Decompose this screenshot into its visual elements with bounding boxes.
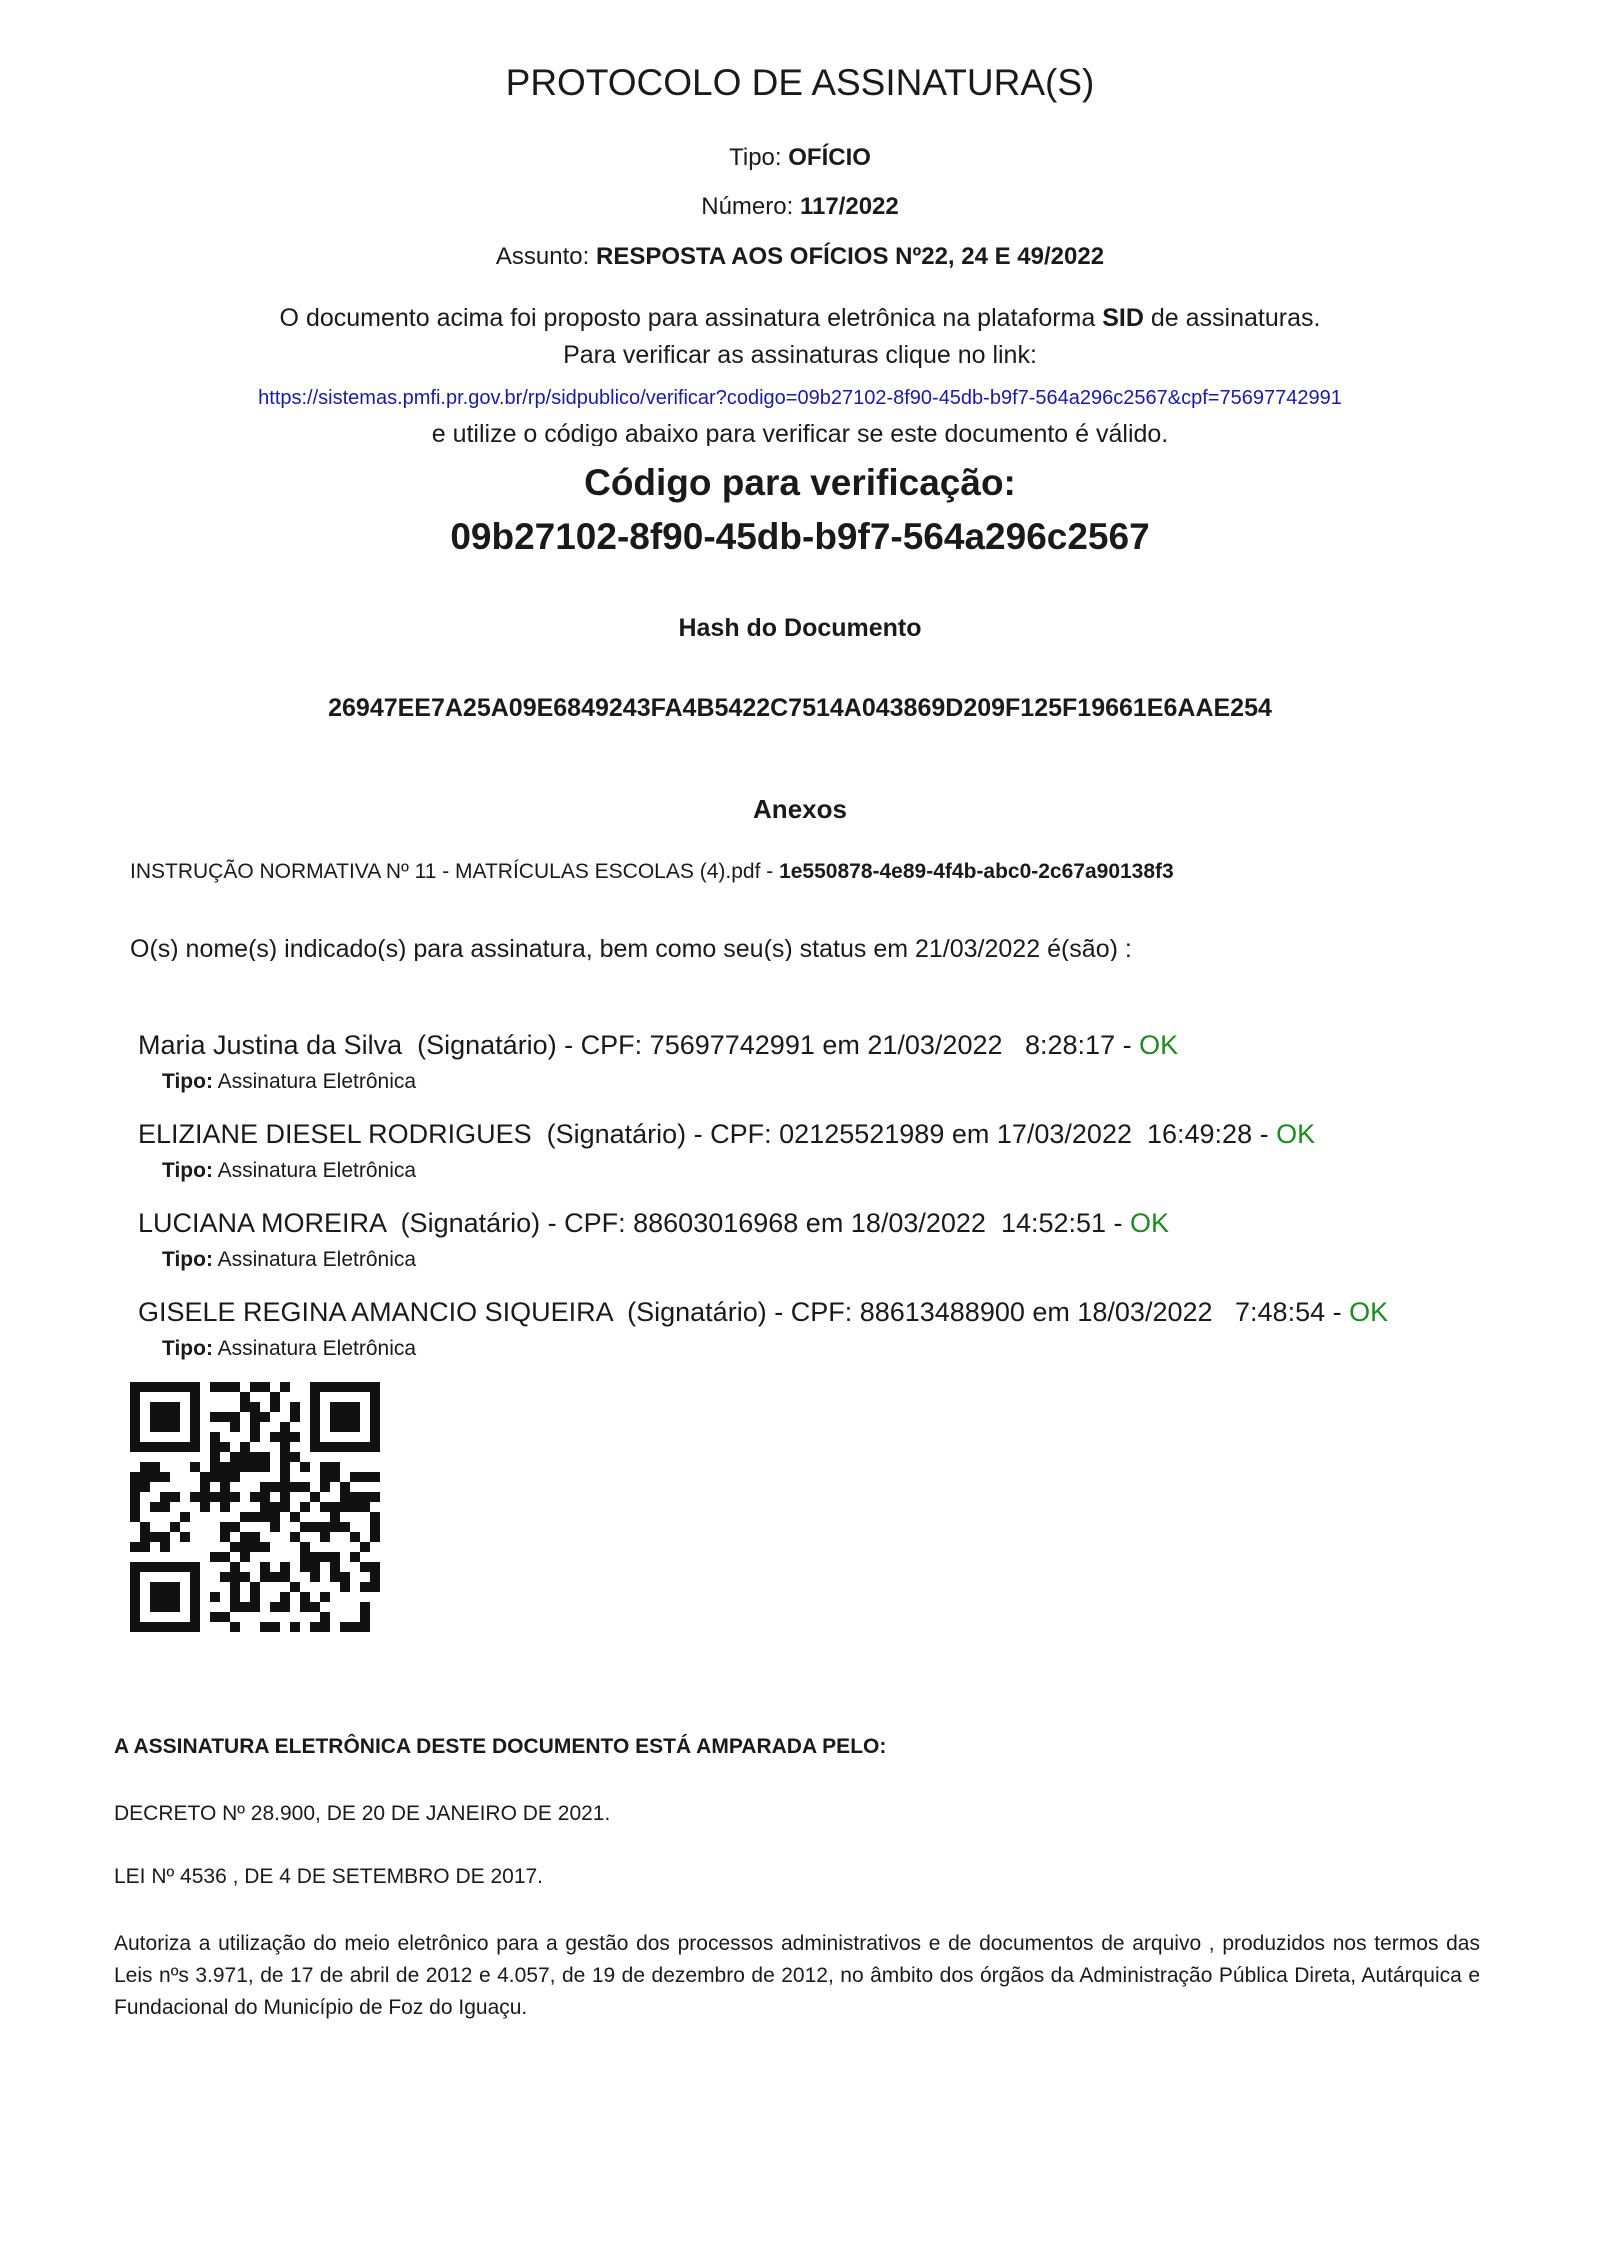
verification-code: 09b27102-8f90-45db-b9f7-564a296c2567 xyxy=(450,516,1150,557)
signer-type-value: Assinatura Eletrônica xyxy=(217,1070,417,1093)
signer-row xyxy=(138,1208,1169,1239)
intro-line-2: Para verificar as assinaturas clique no link: xyxy=(563,341,1037,369)
signer-type-value: Assinatura Eletrônica xyxy=(217,1248,417,1271)
signer-text: LUCIANA MOREIRA (Signatário) - CPF: 88603016968 em 18/03/2022 14:52:51 - xyxy=(138,1208,1131,1238)
signer-type-label: Tipo: xyxy=(162,1248,213,1271)
tipo-value: OFÍCIO xyxy=(788,144,871,171)
legal-heading: A ASSINATURA ELETRÔNICA DESTE DOCUMENTO ESTÁ AMPARADA PELO: xyxy=(114,1735,887,1758)
intro-line-1-pre: O documento acima foi proposto para assinatura eletrônica na plataforma xyxy=(279,304,1096,332)
tipo-line xyxy=(0,144,1600,172)
anexos-heading: Anexos xyxy=(753,794,847,824)
assunto-value: RESPOSTA AOS OFÍCIOS Nº22, 24 E 49/2022 xyxy=(595,243,1105,270)
signer-status: OK xyxy=(1276,1119,1316,1149)
anexo-name: INSTRUÇÃO NORMATIVA Nº 11 - MATRÍCULAS ESCOLAS (4).pdf - xyxy=(130,860,774,883)
legal-autoriza: Autoriza a utilização do meio eletrônico para a gestão dos processos administrativos e de documentos de arquivo , produzidos nos termos das Leis nºs 3.971, de 17 de abril de 2012 e 4.057, de 19 de dezembro de 2012, no âmbito dos órgãos da Administração Pública Direta, Autárquica e Fundacional do Município de Foz do Iguaçu. xyxy=(114,1932,1480,2019)
intro-line-1 xyxy=(0,304,1600,333)
signer-type-label: Tipo: xyxy=(162,1159,213,1182)
legal-lei: LEI Nº 4536 , DE 4 DE SETEMBRO DE 2017. xyxy=(114,1865,544,1888)
signer-status: OK xyxy=(1349,1297,1389,1327)
signer-type-value: Assinatura Eletrônica xyxy=(217,1337,417,1360)
intro-line-3: e utilize o código abaixo para verificar se este documento é válido. xyxy=(431,420,1169,446)
assunto-line xyxy=(0,243,1600,271)
signer-row xyxy=(138,1119,1315,1150)
tipo-label: Tipo: xyxy=(729,144,782,171)
page-title: PROTOCOLO DE ASSINATURA(S) xyxy=(505,62,1095,103)
signer-type xyxy=(162,1248,416,1272)
anexo-id: 1e550878-4e89-4f4b-abc0-2c67a90138f3 xyxy=(779,860,1174,883)
assunto-label: Assunto: xyxy=(495,243,590,270)
anexo-item xyxy=(130,860,1174,884)
qr-code xyxy=(130,1382,380,1632)
signer-type xyxy=(162,1337,416,1361)
signer-status: OK xyxy=(1130,1208,1170,1238)
numero-label: Número: xyxy=(701,193,794,220)
intro-line-1-post: de assinaturas. xyxy=(1150,304,1321,332)
hash-heading: Hash do Documento xyxy=(678,614,922,642)
signer-type xyxy=(162,1159,416,1183)
signer-text: Maria Justina da Silva (Signatário) - CPF: 75697742991 em 21/03/2022 8:28:17 - xyxy=(138,1030,1140,1060)
numero-value: 117/2022 xyxy=(799,193,899,220)
verification-link[interactable]: https://sistemas.pmfi.pr.gov.br/rp/sidpublico/verificar?codigo=09b27102-8f90-45db-b9f7-564a296c2567&cpf=75697742991 xyxy=(258,387,1342,409)
verification-heading: Código para verificação: xyxy=(584,462,1016,503)
hash-value: 26947EE7A25A09E6849243FA4B5422C7514A043869D209F125F19661E6AAE254 xyxy=(328,694,1272,722)
status-intro: O(s) nome(s) indicado(s) para assinatura, bem como seu(s) status em 21/03/2022 é(são) : xyxy=(130,935,1132,961)
signer-type-value: Assinatura Eletrônica xyxy=(217,1159,417,1182)
signer-row xyxy=(138,1030,1178,1061)
signer-status: OK xyxy=(1139,1030,1179,1060)
platform-name: SID xyxy=(1102,304,1144,332)
numero-line xyxy=(0,193,1600,221)
legal-decreto: DECRETO Nº 28.900, DE 20 DE JANEIRO DE 2021. xyxy=(114,1802,611,1825)
signer-text: ELIZIANE DIESEL RODRIGUES (Signatário) - CPF: 02125521989 em 17/03/2022 16:49:28 - xyxy=(138,1119,1277,1149)
signer-type-label: Tipo: xyxy=(162,1070,213,1093)
signer-type-label: Tipo: xyxy=(162,1337,213,1360)
signer-text: GISELE REGINA AMANCIO SIQUEIRA (Signatário) - CPF: 88613488900 em 18/03/2022 7:48:54 - xyxy=(138,1297,1350,1327)
signer-row xyxy=(138,1297,1388,1328)
signer-type xyxy=(162,1070,416,1094)
